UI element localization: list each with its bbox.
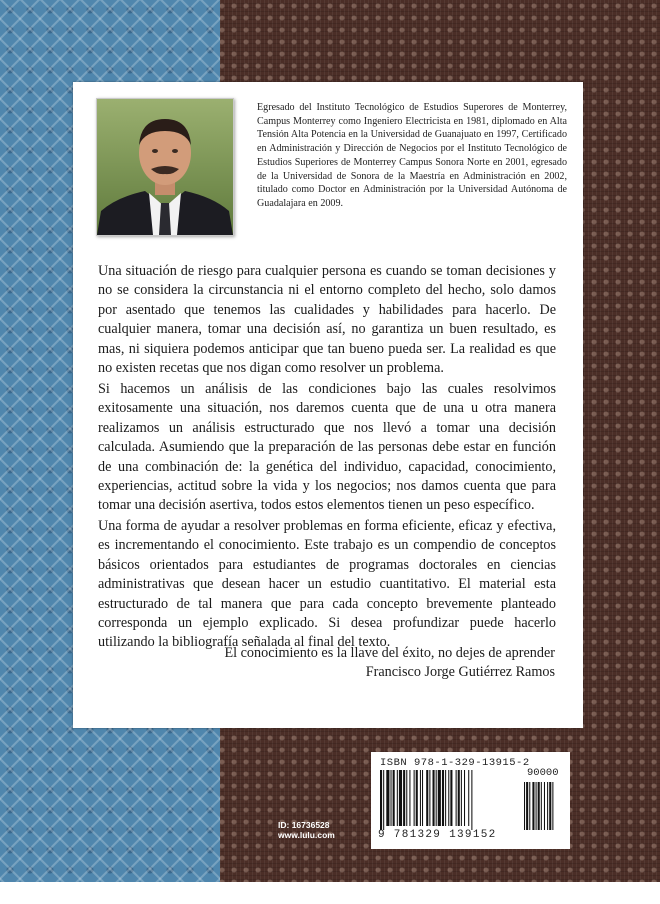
barcode-bar [393, 770, 395, 826]
barcode-bar [471, 770, 472, 830]
author-name: Francisco Jorge Gutiérrez Ramos [365, 664, 555, 680]
lulu-id: ID: 16736528 [278, 820, 330, 830]
barcode-addon-bar [552, 782, 553, 830]
barcode-bars [378, 770, 566, 830]
author-photo [96, 98, 234, 236]
barcode-bar [461, 770, 462, 826]
barcode-bar [445, 770, 446, 826]
barcode-addon-bar [549, 782, 551, 830]
paragraph-1: Una situación de riesgo para cualquier persona es cuando se toman decisiones y no se considera la circunstancia ni el entorno completo del hecho, solo damos por asentado que tenemos las cualidades y habilidades para hacerlo. De cualquier manera, tomar una decisión así, no garantiza un buen resultado, es mas, ni siquiera podemos anticipar que tan bueno pueda ser. La realidad es que no existen recetas que nos digan como resolver un problema. [98, 263, 556, 377]
closing-quote: El conocimiento es la llave del éxito, no dejes de aprender [224, 645, 555, 661]
barcode-bar [436, 770, 437, 826]
paragraph-2: Si hacemos un análisis de las condiciones bajo las cuales resolvimos exitosamente una situación, nos daremos cuenta que de una u otra manera realizamos un análisis estructurado que nos llevó a tomar una decisión calculada. Asumiendo que la preparación de las personas debe estar en función de una combinación de: la genética del individuo, capacidad, conocimiento, experiencias, actitud sobre la vida y los negocios; nos damos cuenta que para tomar una decisión asertiva, todos estos elementos tienen un peso específico. [98, 381, 556, 514]
isbn-text: ISBN 978-1-329-13915-2 [380, 757, 530, 769]
barcode-bar [414, 770, 415, 826]
barcode-bar [403, 770, 405, 826]
barcode-bar [464, 770, 465, 826]
author-bio: Egresado del Instituto Tecnológico de Estudios Superores de Monterrey, Campus Monterrey como Ingeniero Electricista en 1981, diplomado en Alta Tensión Alta Potencia en la Universidad de Guanajuato en 1997, Certificado en Administración y Dirección de Negocios por el Instituto Tecnológico de Estudios Superiores de Monterrey Campus Sonora Norte en 2001, egresado de la Universidad de Sonora de la Maestría en Administración en 2002, titulado como Doctor en Administración por la Universidad Autónoma de Guadalajara en 2009. [257, 102, 567, 209]
lulu-url: www.lulu.com [278, 830, 335, 840]
barcode-bar [397, 770, 398, 826]
barcode-bar [391, 770, 392, 826]
barcode-bar [420, 770, 421, 826]
barcode-addon-bar [541, 782, 542, 830]
barcode-addon-bar [532, 782, 534, 830]
barcode-bar [456, 770, 457, 826]
barcode-bar [433, 770, 435, 826]
barcode-digits: 9 781329 139152 [378, 829, 497, 841]
barcode-addon-bar [547, 782, 548, 830]
author-portrait-image [97, 99, 233, 235]
barcode-bar [386, 770, 389, 826]
barcode-bar [429, 770, 430, 826]
barcode-bar [468, 770, 469, 826]
barcode-addon-bar [526, 782, 528, 830]
barcode-bar [438, 770, 441, 826]
barcode-bar [416, 770, 418, 826]
barcode-bar [442, 770, 444, 826]
barcode-bar [409, 770, 410, 826]
barcode-bar [450, 770, 452, 826]
barcode-addon-bar [524, 782, 525, 830]
barcode-bar [448, 770, 449, 826]
barcode-bar [383, 770, 384, 830]
barcode-bar [426, 770, 428, 826]
barcode-bar [399, 770, 402, 826]
barcode-bar [406, 770, 407, 826]
barcode-bar [458, 770, 460, 826]
barcode-addon-bar [538, 782, 540, 830]
barcode-bar [422, 770, 423, 826]
barcode-addon-bar [529, 782, 530, 830]
barcode-bar [380, 770, 382, 830]
price-code: 90000 [527, 767, 559, 779]
paragraph-3: Una forma de ayudar a resolver problemas en forma eficiente, eficaz y efectiva, es incrementando el conocimiento. Este trabajo es un compendio de conceptos básicos orientados para estudiantes de programas doctorales en ciencias administrativas que desean hacer un estudio cuantitativo. El material esta estructurado de tal manera que para cada concepto brevemente planteado corresponda un ejemplo explicado. Si desea profundizar puede hacerlo utilizando la bibliografía señalada al final del texto. [98, 518, 556, 651]
barcode-addon-bar [544, 782, 545, 830]
barcode-addon-bar [536, 782, 537, 830]
